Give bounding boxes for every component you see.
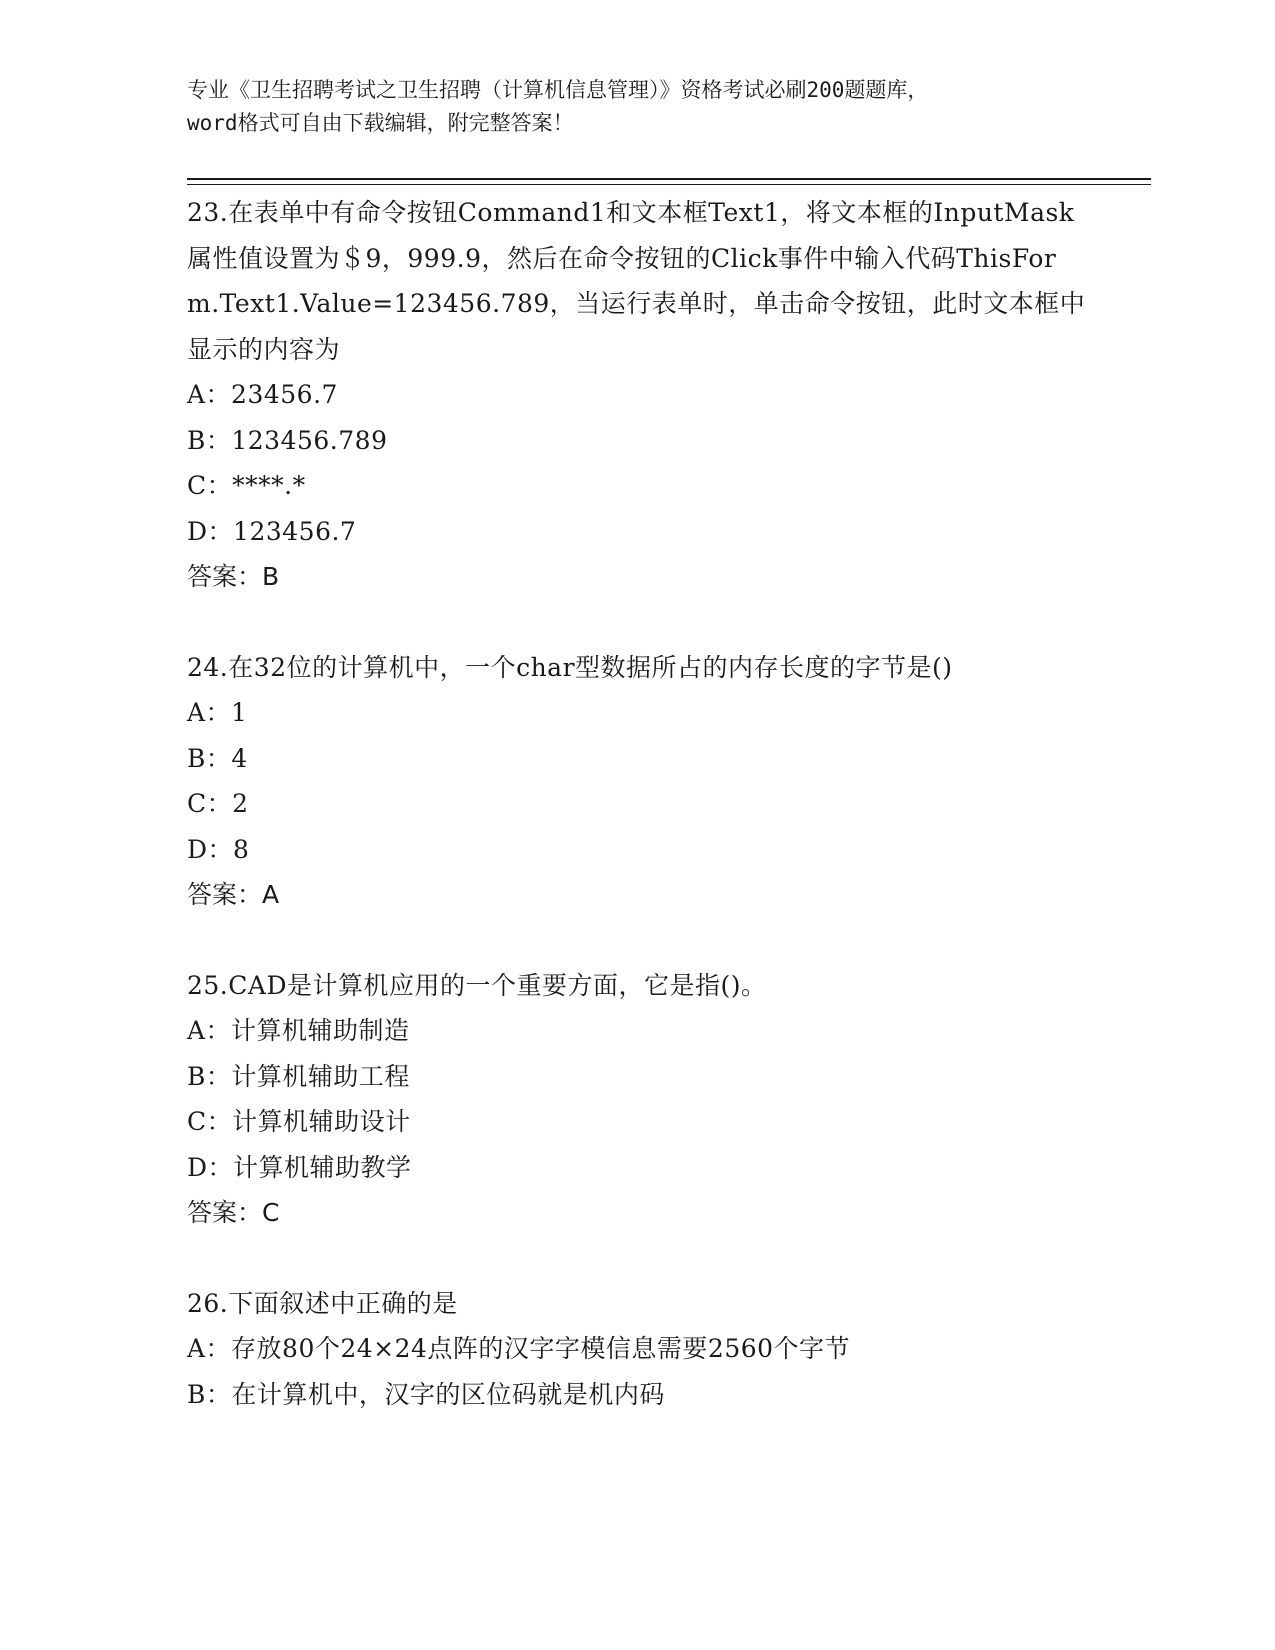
- option-a: A：1: [187, 698, 248, 727]
- question-stem: 24.在32位的计算机中，一个char型数据所占的内存长度的字节是(): [187, 652, 953, 682]
- option-a: A：计算机辅助制造: [187, 1016, 410, 1045]
- answer-line: 答案：A: [187, 880, 280, 909]
- question-26: [187, 1281, 1087, 1418]
- option-d: D：8: [187, 834, 250, 864]
- option-a: A：23456.7: [187, 380, 338, 409]
- question-25: [187, 963, 1087, 1236]
- option-b: B：在计算机中，汉字的区位码就是机内码: [187, 1379, 665, 1409]
- question-list: [187, 190, 1087, 1423]
- header-line-2: word格式可自由下载编辑，附完整答案！: [187, 111, 574, 135]
- option-d: D：计算机辅助教学: [187, 1152, 412, 1182]
- document-header: [187, 74, 1087, 140]
- answer-line: 答案：B: [187, 562, 280, 591]
- option-b: B：计算机辅助工程: [187, 1061, 410, 1091]
- option-d: D：123456.7: [187, 516, 357, 546]
- option-c: C：****.*: [187, 471, 306, 500]
- question-stem: 23.在表单中有命令按钮Command1和文本框Text1，将文本框的InputMask属性值设置为＄9，999.9，然后在命令按钮的Click事件中输入代码ThisForm.Text1.Value=123456.789，当运行表单时，单击命令按钮，此时文本框中显示的内容为: [187, 198, 1086, 364]
- question-23: [187, 190, 1087, 600]
- question-24: [187, 645, 1087, 918]
- header-line-1: 专业《卫生招聘考试之卫生招聘（计算机信息管理）》资格考试必刷200题题库，: [187, 78, 929, 102]
- option-c: C：2: [187, 789, 249, 818]
- header-divider-thick: [187, 178, 1151, 180]
- question-stem: 26.下面叙述中正确的是: [187, 1288, 458, 1318]
- option-c: C：计算机辅助设计: [187, 1107, 411, 1136]
- question-stem: 25.CAD是计算机应用的一个重要方面，它是指()。: [187, 970, 767, 1000]
- answer-line: 答案：C: [187, 1198, 280, 1227]
- option-b: B：123456.789: [187, 425, 388, 455]
- header-divider-thin: [187, 184, 1151, 185]
- option-b: B：4: [187, 743, 248, 773]
- option-a: A：存放80个24×24点阵的汉字字模信息需要2560个字节: [187, 1334, 851, 1363]
